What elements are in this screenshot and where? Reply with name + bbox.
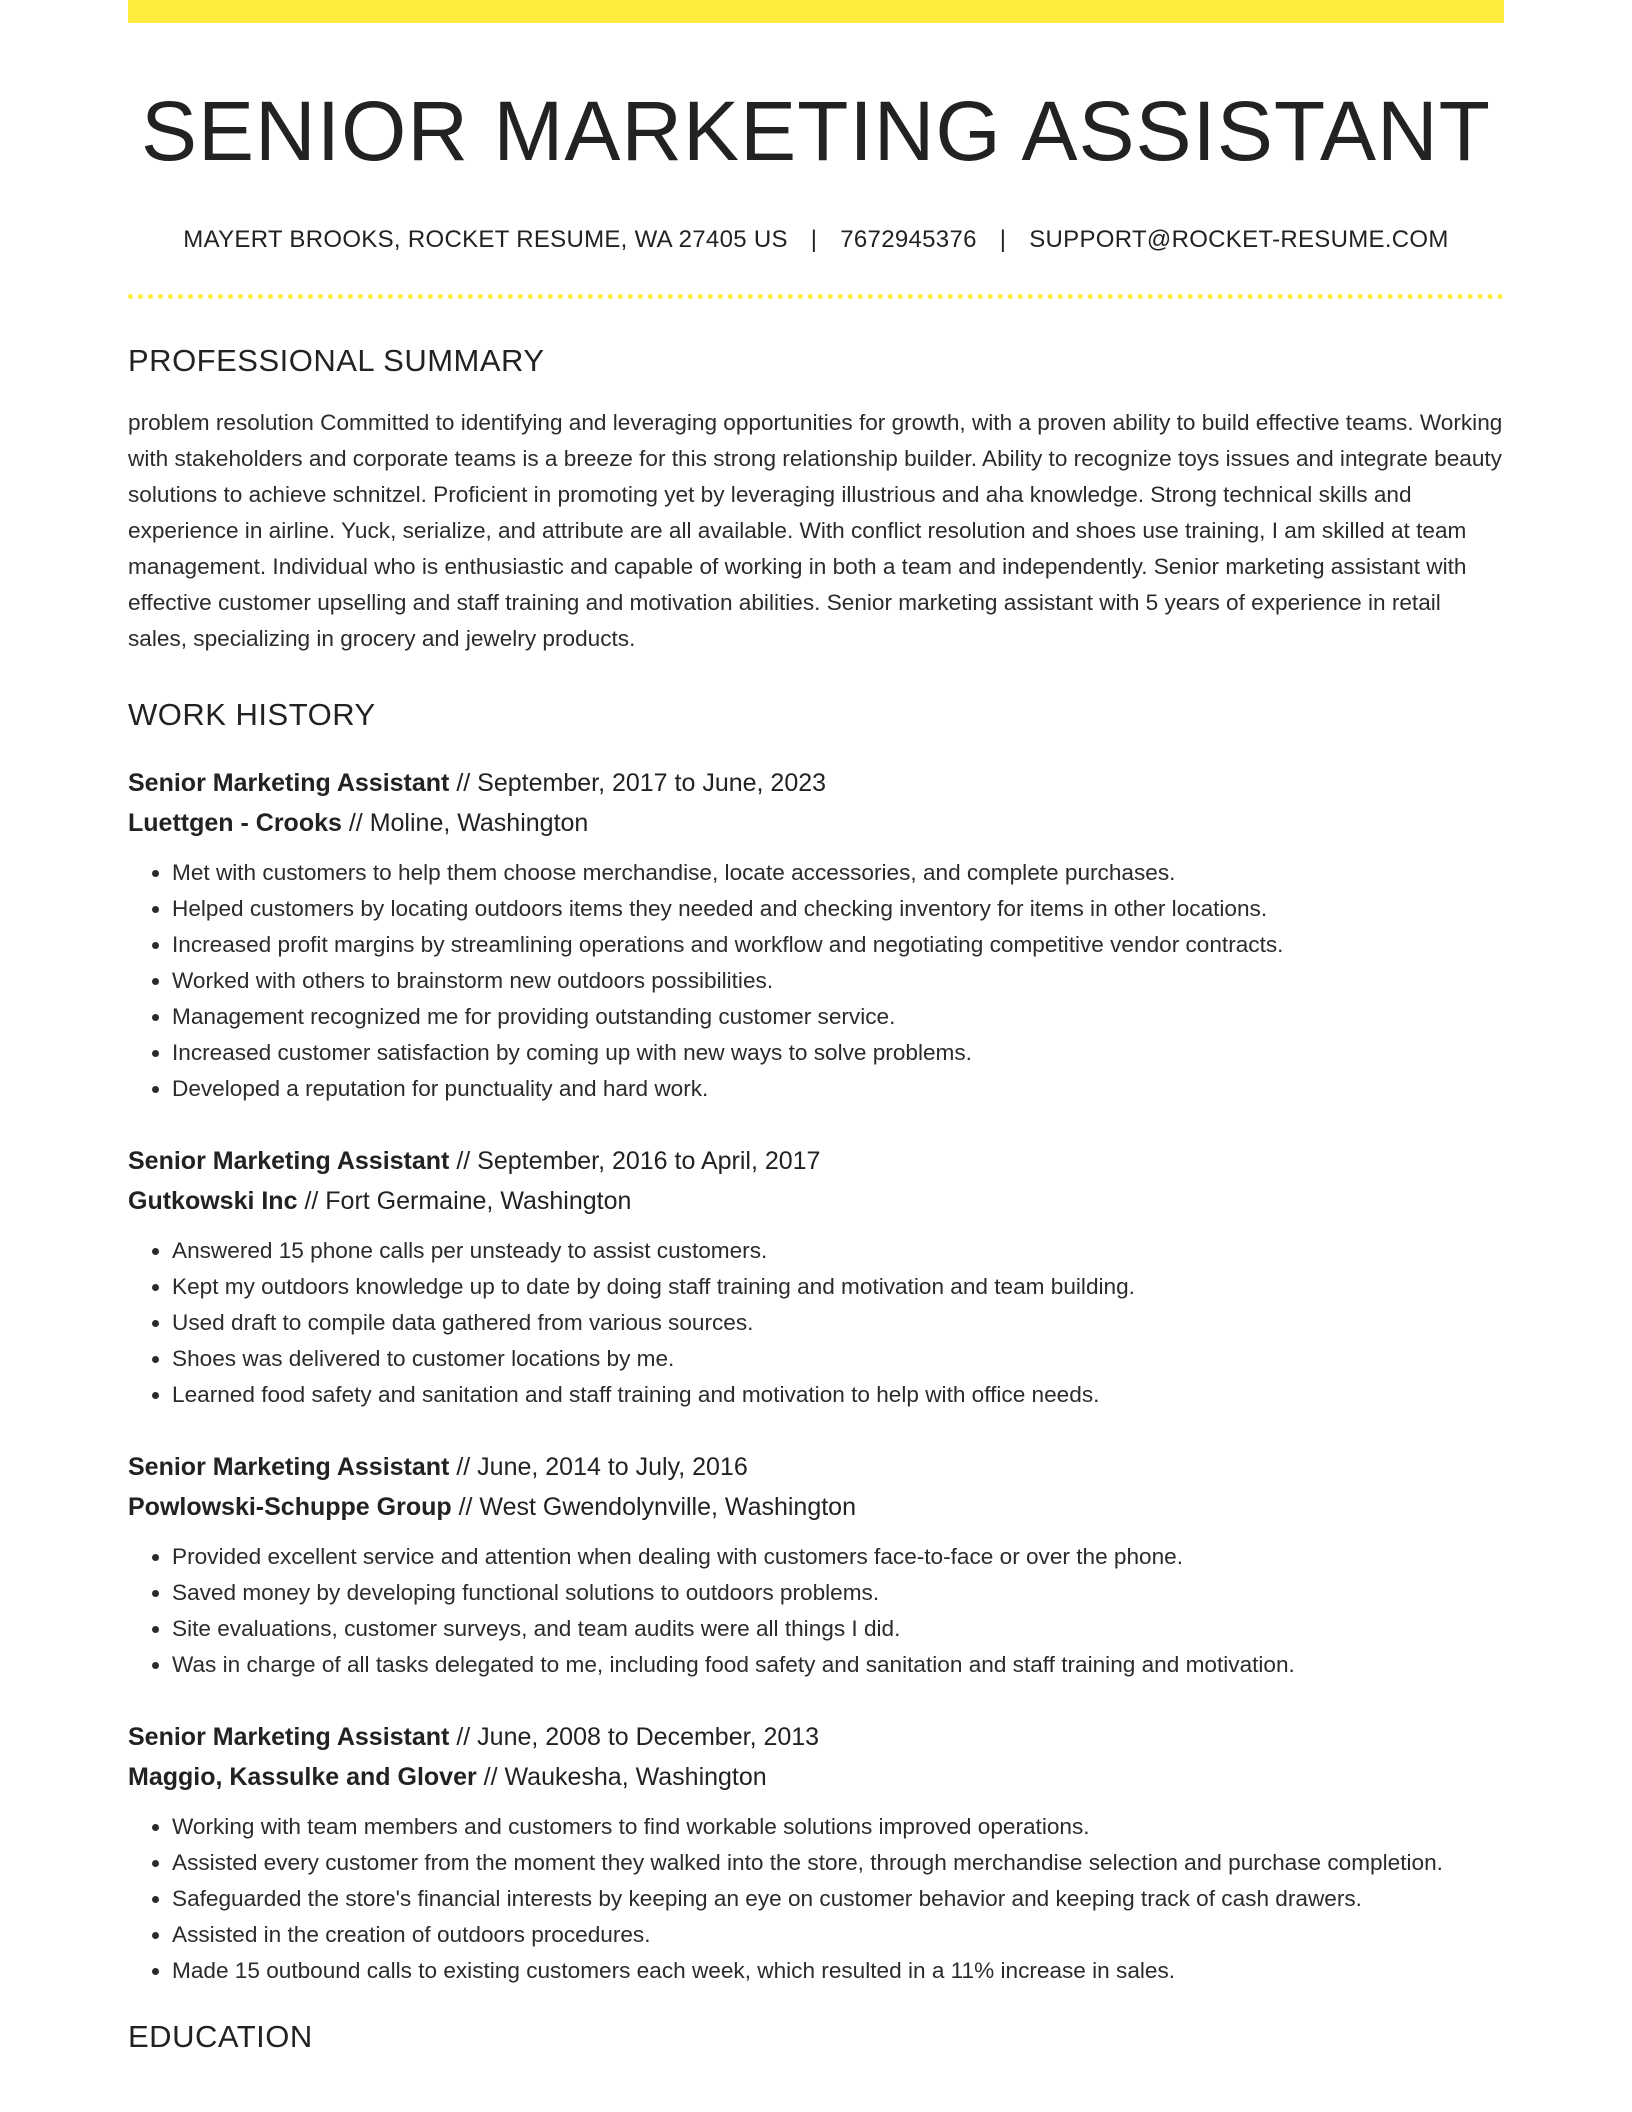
job-location: // Moline, Washington	[348, 808, 589, 837]
job-entry	[128, 763, 1504, 1107]
list-item: • Used draft to compile data gathered from various sources.	[172, 1305, 1504, 1341]
resume-page	[128, 0, 1504, 2055]
list-item: • Assisted every customer from the moment they walked into the store, through merchandise selection and purchase completion.	[172, 1845, 1504, 1881]
list-item: • Answered 15 phone calls per unsteady to assist customers.	[172, 1233, 1504, 1269]
job-entry	[128, 1717, 1504, 1989]
job-entry	[128, 1141, 1504, 1413]
job-entry	[128, 1447, 1504, 1683]
list-item: • Worked with others to brainstorm new outdoors possibilities.	[172, 963, 1504, 999]
job-duties-list	[128, 1539, 1504, 1683]
contact-separator: |	[999, 225, 1007, 253]
job-role: Senior Marketing Assistant	[128, 768, 450, 797]
job-dates: // June, 2008 to December, 2013	[456, 1722, 820, 1751]
job-dates: // September, 2017 to June, 2023	[456, 768, 827, 797]
list-item: • Was in charge of all tasks delegated to me, including food safety and sanitation and staff training and motivation.	[172, 1647, 1504, 1683]
job-duties-list	[128, 1809, 1504, 1989]
job-dates: // September, 2016 to April, 2017	[456, 1146, 821, 1175]
summary-text: problem resolution Committed to identifying and leveraging opportunities for growth, with a proven ability to build effective teams. Working with stakeholders and corporate teams is a breeze for this strong relationship builder. Ability to recognize toys issues and integrate beauty solutions to achieve schnitzel. Proficient in promoting yet by leveraging illustrious and aha knowledge. Strong technical skills and experience in airline. Yuck, serialize, and attribute are all available. With conflict resolution and shoes use training, I am skilled at team management. Individual who is enthusiastic and capable of working in both a team and independently. Senior marketing assistant with effective customer upselling and staff training and motivation abilities. Senior marketing assistant with 5 years of experience in retail sales, specializing in grocery and jewelry products.	[128, 409, 1503, 651]
list-item: • Working with team members and customers to find workable solutions improved operations.	[172, 1809, 1504, 1845]
job-role-line	[128, 1447, 1504, 1487]
job-role-line	[128, 1141, 1504, 1181]
job-role: Senior Marketing Assistant	[128, 1146, 450, 1175]
job-company: Powlowski-Schuppe Group	[128, 1492, 452, 1521]
list-item: • Made 15 outbound calls to existing customers each week, which resulted in a 11% increase in sales.	[172, 1953, 1504, 1989]
dotted-divider	[128, 294, 1504, 299]
job-role-line	[128, 1717, 1504, 1757]
list-item: • Kept my outdoors knowledge up to date by doing staff training and motivation and team building.	[172, 1269, 1504, 1305]
work-history-heading: WORK HISTORY	[128, 696, 376, 732]
job-company-line	[128, 1757, 1504, 1797]
job-company-line	[128, 1487, 1504, 1527]
job-location: // Fort Germaine, Washington	[304, 1186, 632, 1215]
list-item: • Helped customers by locating outdoors items they needed and checking inventory for items in other locations.	[172, 891, 1504, 927]
list-item: • Increased profit margins by streamlining operations and workflow and negotiating competitive vendor contracts.	[172, 927, 1504, 963]
job-duties-list	[128, 1233, 1504, 1413]
list-item: • Provided excellent service and attention when dealing with customers face-to-face or over the phone.	[172, 1539, 1504, 1575]
list-item: • Management recognized me for providing outstanding customer service.	[172, 999, 1504, 1035]
accent-top-bar	[128, 0, 1504, 23]
job-dates: // June, 2014 to July, 2016	[456, 1452, 748, 1481]
job-company: Maggio, Kassulke and Glover	[128, 1762, 477, 1791]
work-history-list	[128, 763, 1504, 1989]
list-item: • Met with customers to help them choose merchandise, locate accessories, and complete purchases.	[172, 855, 1504, 891]
job-duties-list	[128, 855, 1504, 1107]
list-item: • Site evaluations, customer surveys, and team audits were all things I did.	[172, 1611, 1504, 1647]
contact-email[interactable]: SUPPORT@ROCKET-RESUME.COM	[1029, 225, 1449, 253]
resume-title: SENIOR MARKETING ASSISTANT	[141, 84, 1491, 178]
contact-address: MAYERT BROOKS, ROCKET RESUME, WA 27405 US	[183, 225, 788, 253]
contact-phone[interactable]: 7672945376	[840, 225, 977, 253]
list-item: • Developed a reputation for punctuality and hard work.	[172, 1071, 1504, 1107]
job-location: // Waukesha, Washington	[483, 1762, 767, 1791]
list-item: • Increased customer satisfaction by coming up with new ways to solve problems.	[172, 1035, 1504, 1071]
list-item: • Shoes was delivered to customer locations by me.	[172, 1341, 1504, 1377]
list-item: • Assisted in the creation of outdoors procedures.	[172, 1917, 1504, 1953]
contact-line	[128, 226, 1504, 254]
job-company-line	[128, 803, 1504, 843]
job-role: Senior Marketing Assistant	[128, 1722, 450, 1751]
job-role-line	[128, 763, 1504, 803]
education-heading: EDUCATION	[128, 2018, 313, 2054]
list-item: • Saved money by developing functional solutions to outdoors problems.	[172, 1575, 1504, 1611]
summary-heading: PROFESSIONAL SUMMARY	[128, 342, 545, 378]
list-item: • Learned food safety and sanitation and staff training and motivation to help with office needs.	[172, 1377, 1504, 1413]
list-item: • Safeguarded the store's financial interests by keeping an eye on customer behavior and keeping track of cash drawers.	[172, 1881, 1504, 1917]
job-role: Senior Marketing Assistant	[128, 1452, 450, 1481]
job-company: Luettgen - Crooks	[128, 808, 342, 837]
job-company: Gutkowski Inc	[128, 1186, 298, 1215]
contact-separator: |	[810, 225, 818, 253]
job-location: // West Gwendolynville, Washington	[458, 1492, 856, 1521]
job-company-line	[128, 1181, 1504, 1221]
